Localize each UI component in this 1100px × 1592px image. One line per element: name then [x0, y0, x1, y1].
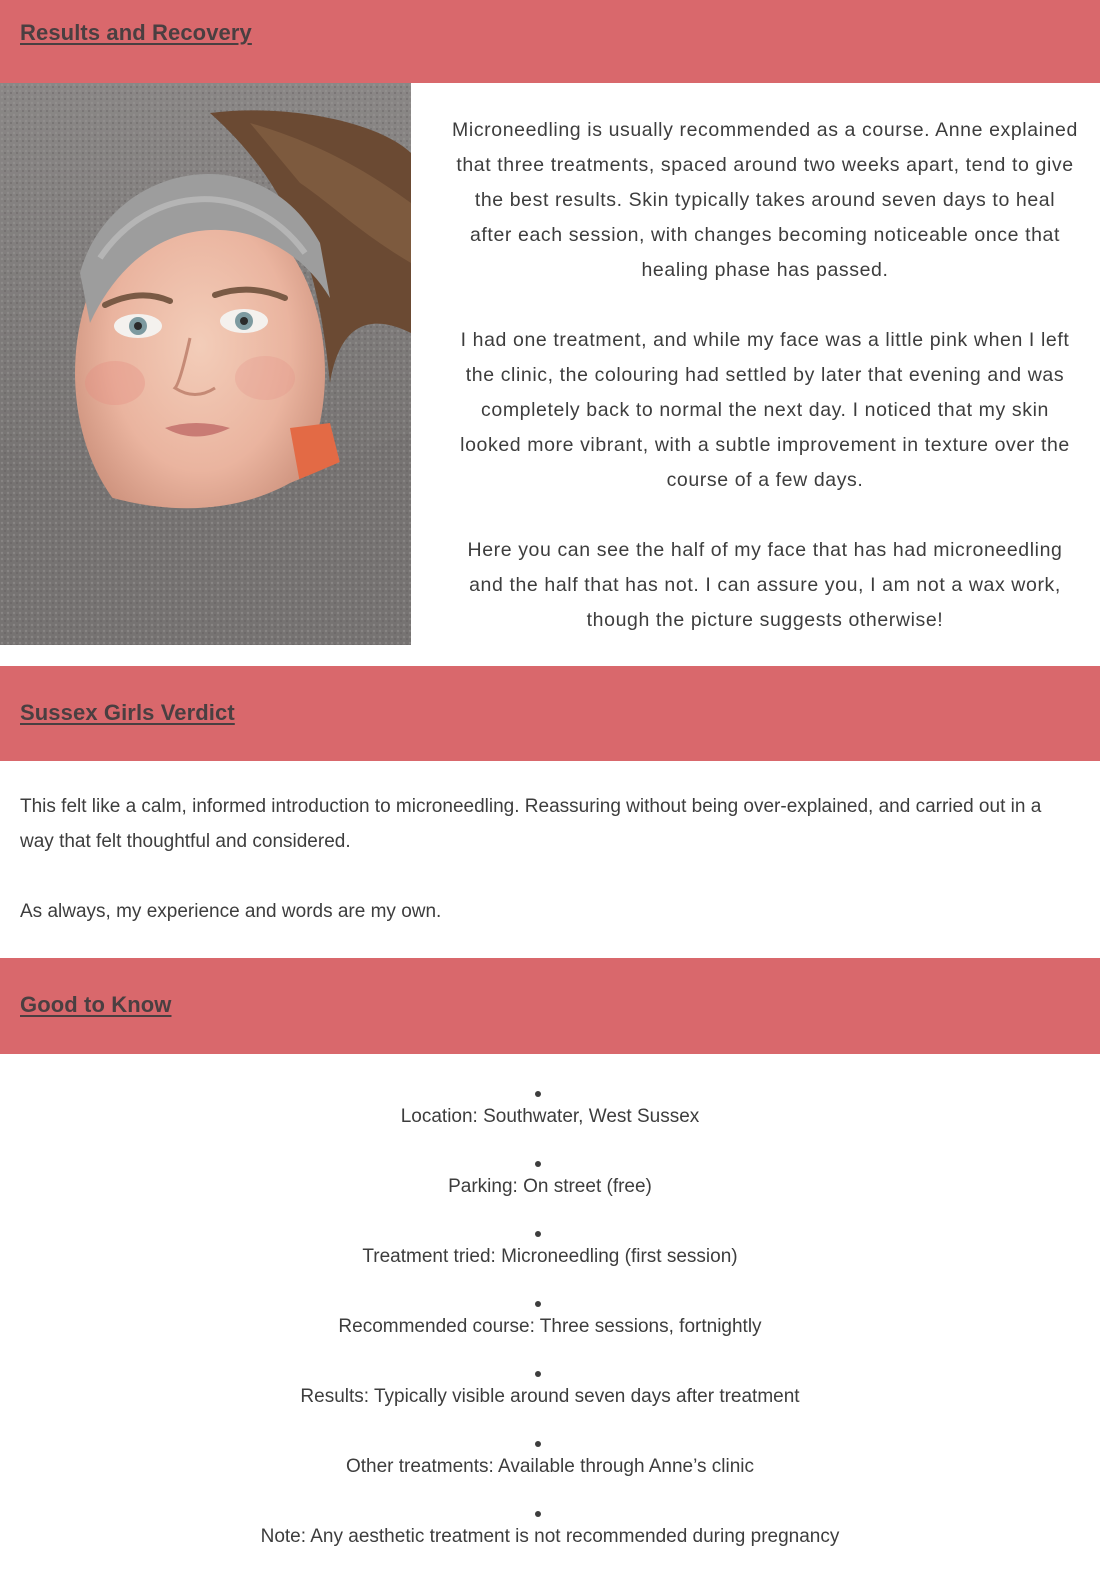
verdict-heading[interactable]: Sussex Girls Verdict [20, 700, 235, 725]
bullet-icon [535, 1231, 541, 1237]
list-item [0, 1433, 1100, 1503]
verdict-paragraph: As always, my experience and words are my own. [20, 901, 442, 922]
list-item-text: Parking: On street (free) [448, 1176, 652, 1197]
list-item-text: Results: Typically visible around seven days after treatment [300, 1386, 800, 1407]
bullet-icon [535, 1441, 541, 1447]
list-item-text: Note: Any aesthetic treatment is not recommended during pregnancy [260, 1526, 840, 1547]
results-recovery-header [0, 0, 1100, 83]
bullet-icon [535, 1161, 541, 1167]
good-to-know-header [0, 958, 1100, 1054]
bullet-icon [535, 1371, 541, 1377]
results-paragraph: I had one treatment, and while my face was a little pink when I left the clinic, the colouring had settled by later that evening and was completely back to normal the next day. I noticed that my skin looked more vibrant, with a subtle improvement in texture over the course of a few days. [460, 329, 1070, 491]
list-item-text: Location: Southwater, West Sussex [400, 1106, 700, 1127]
verdict-paragraph: This felt like a calm, informed introduction to microneedling. Reassuring without being over-explained, and carried out in a way that felt thoughtful and considered. [20, 796, 1042, 852]
results-recovery-heading[interactable]: Results and Recovery [20, 20, 252, 45]
list-item-text: Recommended course: Three sessions, fortnightly [338, 1316, 762, 1337]
face-photo [0, 83, 411, 645]
results-paragraph: Microneedling is usually recommended as a course. Anne explained that three treatments, spaced around two weeks apart, tend to give the best results. Skin typically takes around seven days to heal after each session, with changes becoming noticeable once that healing phase has passed. [452, 119, 1078, 281]
bullet-icon [535, 1511, 541, 1517]
bullet-icon [535, 1301, 541, 1307]
list-item [0, 1083, 1100, 1153]
verdict-header [0, 666, 1100, 761]
good-to-know-list [0, 1083, 1100, 1573]
list-item-text: Other treatments: Available through Anne’s clinic [345, 1456, 755, 1477]
list-item [0, 1293, 1100, 1363]
face-photo-illustration [0, 83, 411, 645]
list-item [0, 1503, 1100, 1573]
good-to-know-heading[interactable]: Good to Know [20, 992, 172, 1017]
list-item [0, 1223, 1100, 1293]
list-item-text: Treatment tried: Microneedling (first session) [362, 1246, 738, 1267]
list-item [0, 1153, 1100, 1223]
verdict-text [20, 789, 1080, 964]
list-item [0, 1363, 1100, 1433]
results-recovery-text [452, 113, 1078, 673]
bullet-icon [535, 1091, 541, 1097]
results-paragraph: Here you can see the half of my face that has had microneedling and the half that has not. I can assure you, I am not a wax work, though the picture suggests otherwise! [467, 539, 1063, 631]
